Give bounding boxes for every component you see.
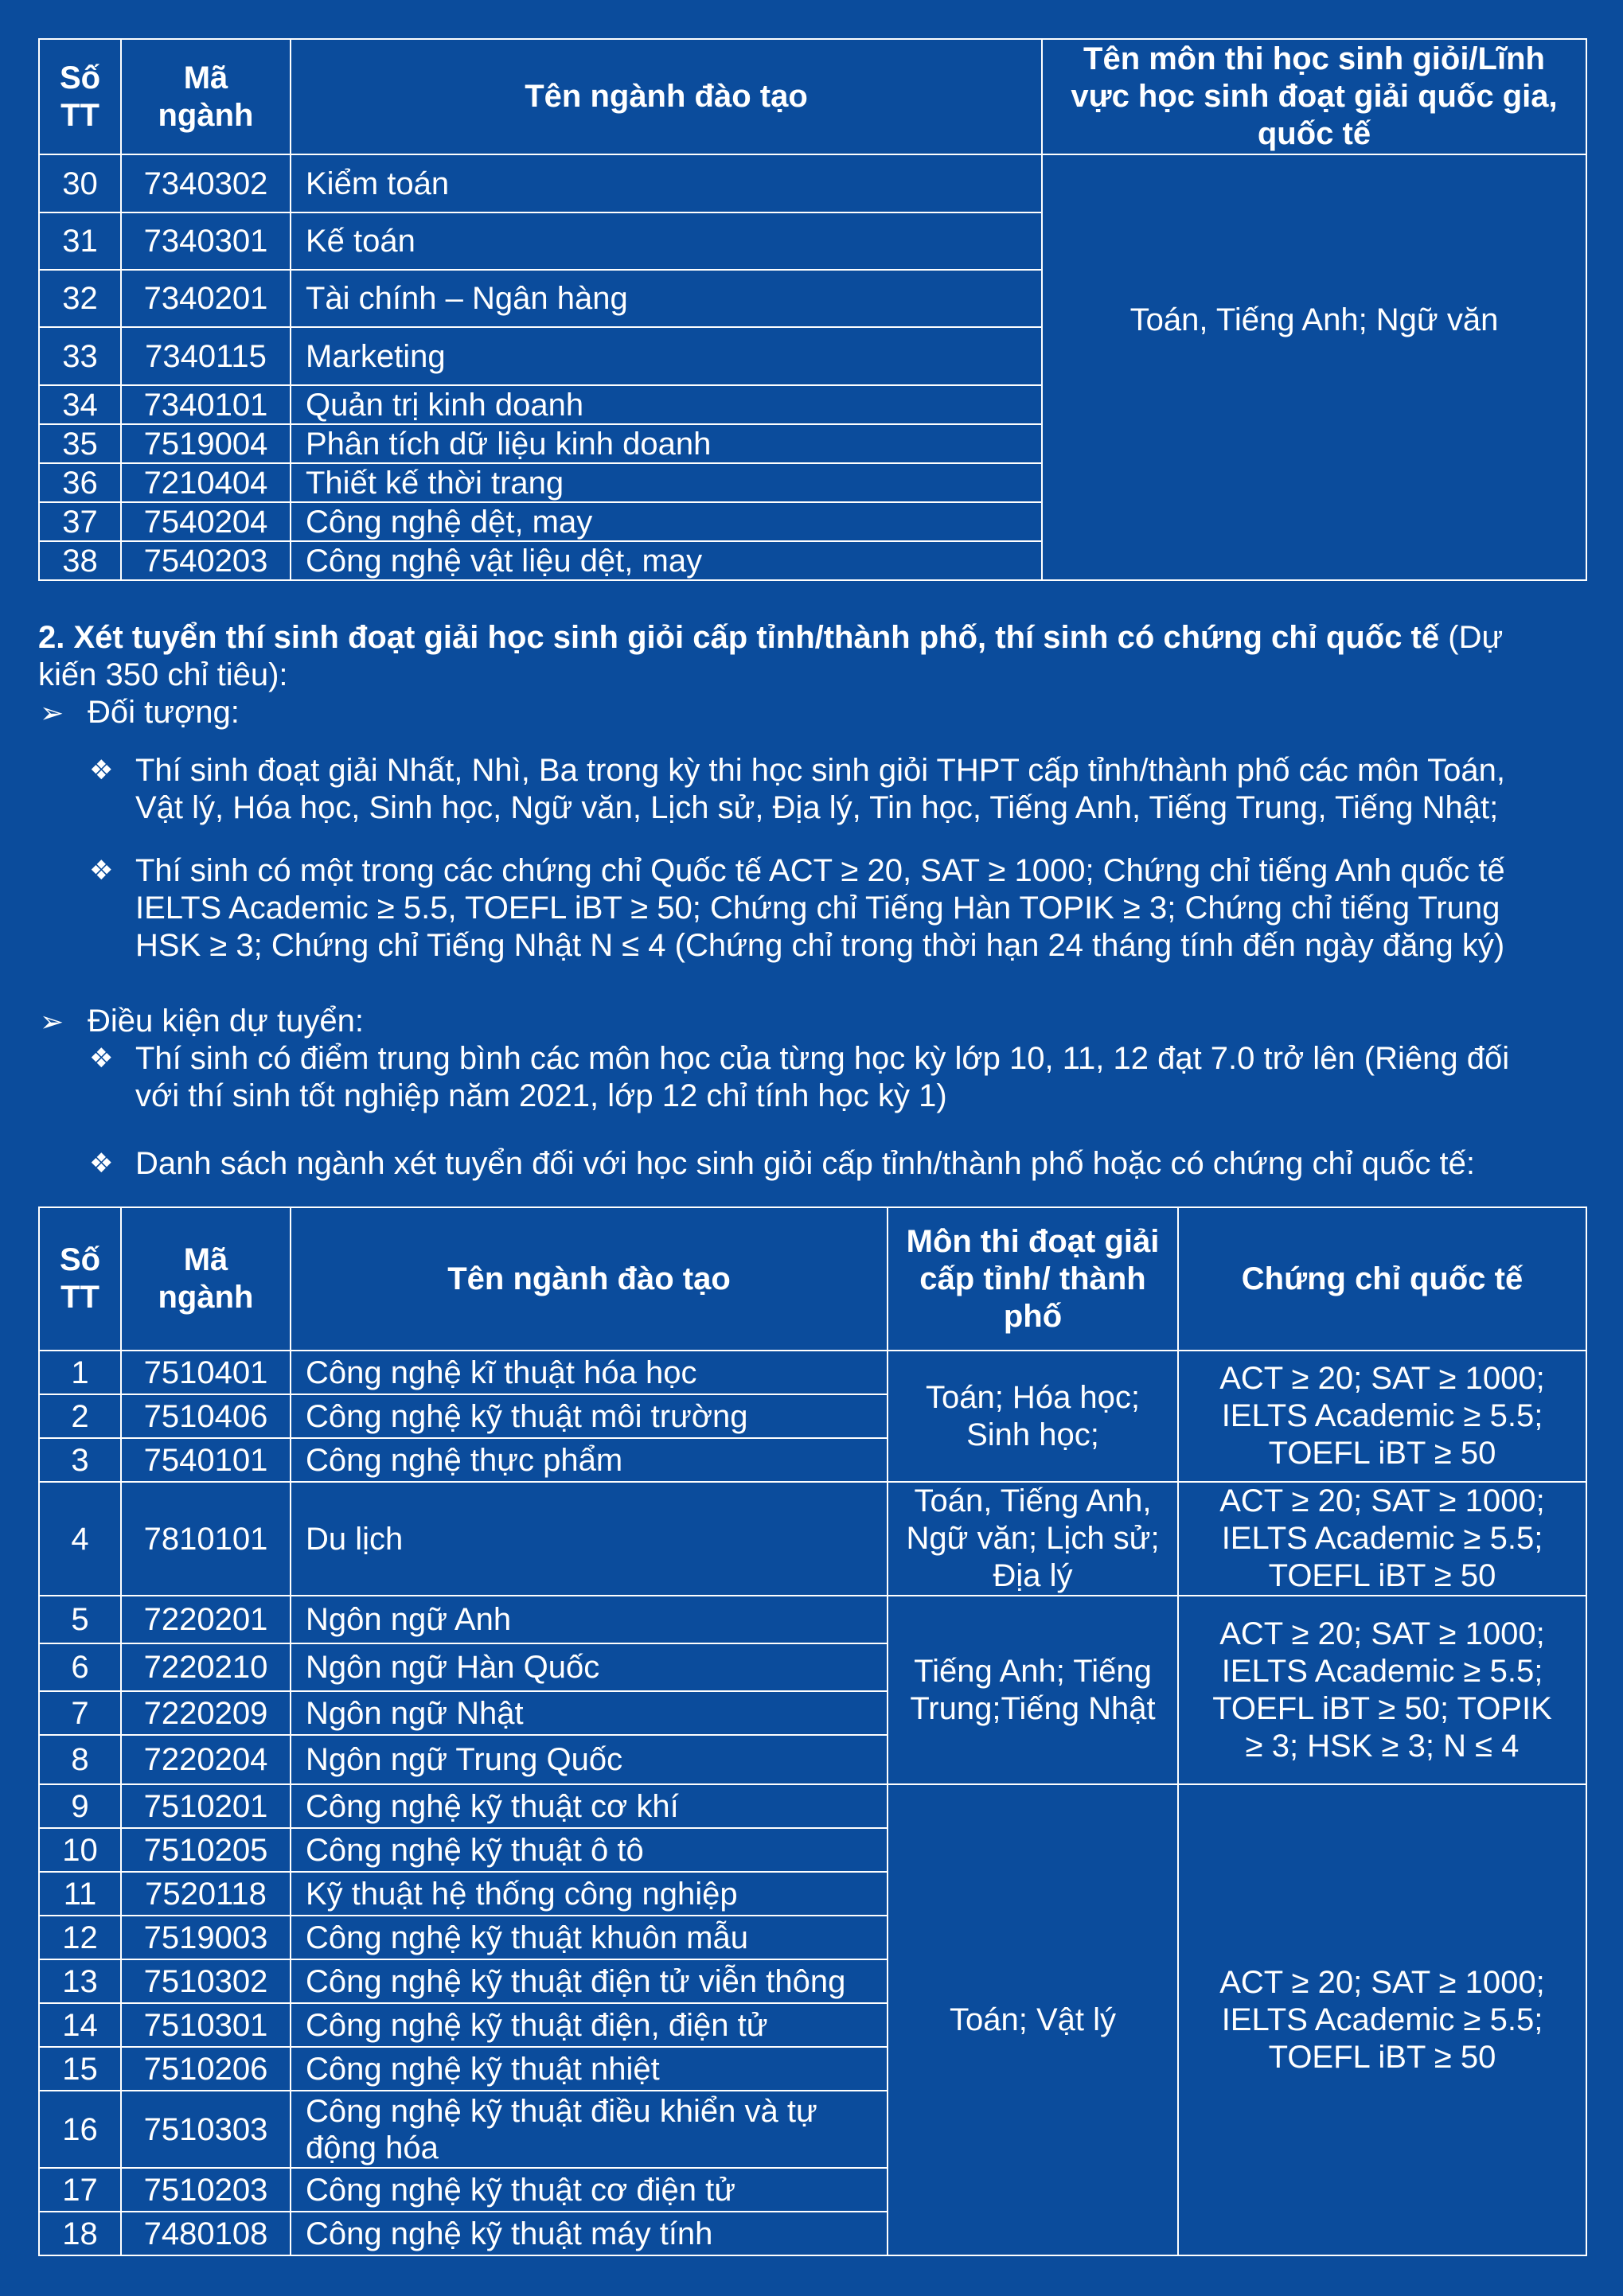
row-stt: 11 — [39, 1872, 121, 1916]
row-name: Công nghệ vật liệu dệt, may — [291, 541, 1042, 580]
group-cert-cell: ACT ≥ 20; SAT ≥ 1000; IELTS Academic ≥ 5.5; TOEFL iBT ≥ 50 — [1178, 1482, 1586, 1596]
header-stt: Số TT — [39, 39, 121, 154]
group-subject-cell: Toán; Hóa học; Sinh học; — [888, 1351, 1178, 1482]
row-name: Ngôn ngữ Trung Quốc — [291, 1735, 888, 1784]
row-code: 7510301 — [121, 2003, 291, 2047]
row-name: Công nghệ kỹ thuật cơ khí — [291, 1784, 888, 1828]
row-name: Phân tích dữ liệu kinh doanh — [291, 424, 1042, 463]
majors-table-provincial — [38, 1206, 1587, 2256]
row-code: 7340301 — [121, 212, 291, 270]
table-row — [39, 1482, 1586, 1596]
arrow-bullet-icon: ➢ — [40, 1005, 64, 1038]
row-stt: 34 — [39, 385, 121, 424]
dieu-kien-item-1-line1: Thí sinh có điểm trung bình các môn học của từng học kỳ lớp 10, 11, 12 đạt 7.0 trở lên (Riêng đối — [135, 1041, 1510, 1076]
row-stt: 10 — [39, 1828, 121, 1872]
doi-tuong-item-1-line1: Thí sinh đoạt giải Nhất, Nhì, Ba trong kỳ thi học sinh giỏi THPT cấp tỉnh/thành phố các môn Toán, — [135, 753, 1505, 788]
row-code: 7480108 — [121, 2212, 291, 2255]
row-stt: 12 — [39, 1916, 121, 1959]
row-code: 7510203 — [121, 2168, 291, 2212]
header-code: Mã ngành — [121, 1207, 291, 1351]
row-name: Ngôn ngữ Anh — [291, 1596, 888, 1643]
table-row — [39, 1784, 1586, 1828]
section2-heading — [38, 619, 1586, 657]
row-code: 7519003 — [121, 1916, 291, 1959]
row-stt: 18 — [39, 2212, 121, 2255]
header-stt: Số TT — [39, 1207, 121, 1351]
row-name: Công nghệ kỹ thuật cơ điện tử — [291, 2168, 888, 2212]
row-stt: 14 — [39, 2003, 121, 2047]
row-code: 7220210 — [121, 1643, 291, 1691]
header-name: Tên ngành đào tạo — [291, 39, 1042, 154]
row-name: Ngôn ngữ Nhật — [291, 1691, 888, 1735]
diamond-bullet-icon: ❖ — [89, 755, 114, 785]
row-code: 7210404 — [121, 463, 291, 502]
row-code: 7540101 — [121, 1438, 291, 1482]
header-name: Tên ngành đào tạo — [291, 1207, 888, 1351]
majors-table-top — [38, 38, 1587, 581]
row-name: Kế toán — [291, 212, 1042, 270]
section2-heading-rest: (Dự — [1448, 620, 1504, 655]
dieu-kien-label: Điều kiện dự tuyển: — [88, 1004, 364, 1039]
table-row — [39, 1351, 1586, 1394]
dieu-kien-item-1-line2: với thí sinh tốt nghiệp năm 2021, lớp 12 chỉ tính học kỳ 1) — [135, 1078, 947, 1113]
section2-heading-cont: kiến 350 chỉ tiêu): — [38, 657, 288, 692]
row-stt: 38 — [39, 541, 121, 580]
row-stt: 7 — [39, 1691, 121, 1735]
row-name: Công nghệ kỹ thuật ô tô — [291, 1828, 888, 1872]
diamond-bullet-icon: ❖ — [89, 856, 114, 886]
row-stt: 8 — [39, 1735, 121, 1784]
row-stt: 16 — [39, 2091, 121, 2168]
row-stt: 9 — [39, 1784, 121, 1828]
row-name: Thiết kế thời trang — [291, 463, 1042, 502]
row-stt: 37 — [39, 502, 121, 541]
row-stt: 2 — [39, 1394, 121, 1438]
row-name: Công nghệ kỹ thuật điện tử viễn thông — [291, 1959, 888, 2003]
row-name: Kiểm toán — [291, 154, 1042, 212]
row-name: Công nghệ kỹ thuật nhiệt — [291, 2047, 888, 2091]
row-stt: 33 — [39, 327, 121, 385]
row-name: Công nghệ kỹ thuật môi trường — [291, 1394, 888, 1438]
row-stt: 13 — [39, 1959, 121, 2003]
table-header-row — [39, 39, 1586, 154]
doi-tuong-label: Đối tượng: — [88, 695, 240, 730]
row-stt: 30 — [39, 154, 121, 212]
header-subjects: Tên môn thi học sinh giỏi/Lĩnh vực học sinh đoạt giải quốc gia, quốc tế — [1042, 39, 1586, 154]
row-stt: 32 — [39, 270, 121, 327]
row-code: 7540203 — [121, 541, 291, 580]
row-code: 7510303 — [121, 2091, 291, 2168]
row-name: Công nghệ dệt, may — [291, 502, 1042, 541]
row-code: 7510205 — [121, 1828, 291, 1872]
row-name: Công nghệ kỹ thuật điện, điện tử — [291, 2003, 888, 2047]
row-name: Ngôn ngữ Hàn Quốc — [291, 1643, 888, 1691]
group-subject-cell: Toán, Tiếng Anh, Ngữ văn; Lịch sử; Địa lý — [888, 1482, 1178, 1596]
group-cert-cell: ACT ≥ 20; SAT ≥ 1000; IELTS Academic ≥ 5.5; TOEFL iBT ≥ 50; TOPIK ≥ 3; HSK ≥ 3; N ≤ 4 — [1178, 1596, 1586, 1784]
table-row — [39, 1596, 1586, 1643]
header-code: Mã ngành — [121, 39, 291, 154]
doi-tuong-item-2-line3: HSK ≥ 3; Chứng chỉ Tiếng Nhật N ≤ 4 (Chứng chỉ trong thời hạn 24 tháng tính đến ngày đăng ký) — [135, 928, 1505, 963]
row-code: 7510401 — [121, 1351, 291, 1394]
row-stt: 31 — [39, 212, 121, 270]
diamond-bullet-icon: ❖ — [89, 1148, 114, 1179]
row-code: 7340101 — [121, 385, 291, 424]
group-subject-cell: Toán; Vật lý — [888, 1784, 1178, 2255]
row-stt: 15 — [39, 2047, 121, 2091]
row-code: 7540204 — [121, 502, 291, 541]
dieu-kien-item-2: Danh sách ngành xét tuyển đối với học sinh giỏi cấp tỉnh/thành phố hoặc có chứng chỉ quốc tế: — [135, 1146, 1476, 1181]
row-code: 7220204 — [121, 1735, 291, 1784]
row-stt: 4 — [39, 1482, 121, 1596]
arrow-bullet-icon: ➢ — [40, 696, 64, 729]
row-code: 7340302 — [121, 154, 291, 212]
row-code: 7519004 — [121, 424, 291, 463]
section2-heading-bold: 2. Xét tuyển thí sinh đoạt giải học sinh giỏi cấp tỉnh/thành phố, thí sinh có chứng chỉ quốc tế — [38, 620, 1440, 655]
table-header-row — [39, 1207, 1586, 1351]
row-name: Công nghệ kỹ thuật điều khiển và tự động hóa — [291, 2091, 888, 2168]
group-cert-cell: ACT ≥ 20; SAT ≥ 1000; IELTS Academic ≥ 5.5; TOEFL iBT ≥ 50 — [1178, 1351, 1586, 1482]
row-name: Marketing — [291, 327, 1042, 385]
row-name: Công nghệ kĩ thuật hóa học — [291, 1351, 888, 1394]
subjects-cell: Toán, Tiếng Anh; Ngữ văn — [1042, 154, 1586, 580]
row-code: 7510302 — [121, 1959, 291, 2003]
doi-tuong-item-2-line1: Thí sinh có một trong các chứng chỉ Quốc tế ACT ≥ 20, SAT ≥ 1000; Chứng chỉ tiếng Anh quốc tế — [135, 853, 1505, 888]
row-code: 7510206 — [121, 2047, 291, 2091]
row-stt: 3 — [39, 1438, 121, 1482]
row-name: Quản trị kinh doanh — [291, 385, 1042, 424]
row-stt: 1 — [39, 1351, 121, 1394]
row-stt: 17 — [39, 2168, 121, 2212]
group-subject-cell: Tiếng Anh; Tiếng Trung;Tiếng Nhật — [888, 1596, 1178, 1784]
doi-tuong-item-1-line2: Vật lý, Hóa học, Sinh học, Ngữ văn, Lịch sử, Địa lý, Tin học, Tiếng Anh, Tiếng Trung, Tiếng Nhật; — [135, 790, 1499, 825]
row-code: 7510406 — [121, 1394, 291, 1438]
row-name: Công nghệ kỹ thuật khuôn mẫu — [291, 1916, 888, 1959]
header-subject: Môn thi đoạt giải cấp tỉnh/ thành phố — [888, 1207, 1178, 1351]
row-name: Công nghệ thực phẩm — [291, 1438, 888, 1482]
row-name: Công nghệ kỹ thuật máy tính — [291, 2212, 888, 2255]
row-stt: 6 — [39, 1643, 121, 1691]
row-name: Kỹ thuật hệ thống công nghiệp — [291, 1872, 888, 1916]
row-stt: 5 — [39, 1596, 121, 1643]
row-code: 7520118 — [121, 1872, 291, 1916]
row-name: Tài chính – Ngân hàng — [291, 270, 1042, 327]
header-cert: Chứng chỉ quốc tế — [1178, 1207, 1586, 1351]
table-row — [39, 154, 1586, 212]
row-name: Du lịch — [291, 1482, 888, 1596]
row-code: 7220201 — [121, 1596, 291, 1643]
row-code: 7220209 — [121, 1691, 291, 1735]
row-code: 7340201 — [121, 270, 291, 327]
row-code: 7510201 — [121, 1784, 291, 1828]
doi-tuong-item-2-line2: IELTS Academic ≥ 5.5, TOEFL iBT ≥ 50; Chứng chỉ Tiếng Hàn TOPIK ≥ 3; Chứng chỉ tiếng Trung — [135, 891, 1500, 926]
row-stt: 35 — [39, 424, 121, 463]
row-code: 7810101 — [121, 1482, 291, 1596]
group-cert-cell: ACT ≥ 20; SAT ≥ 1000; IELTS Academic ≥ 5.5; TOEFL iBT ≥ 50 — [1178, 1784, 1586, 2255]
row-stt: 36 — [39, 463, 121, 502]
row-code: 7340115 — [121, 327, 291, 385]
diamond-bullet-icon: ❖ — [89, 1043, 114, 1074]
